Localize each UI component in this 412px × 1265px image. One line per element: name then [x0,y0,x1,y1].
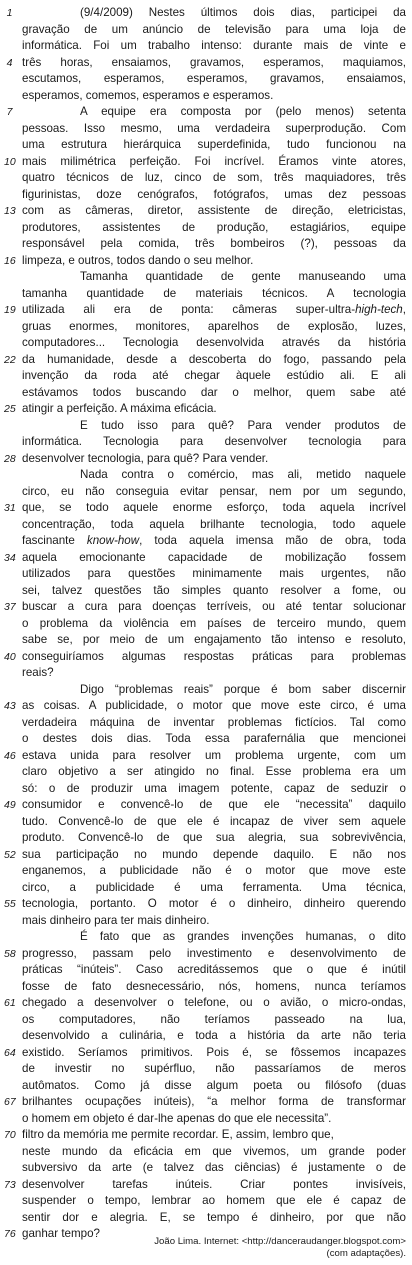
line-text: três horas, ensaiamos, gravamos, esperamos, maquiamos, [22,55,406,69]
line-text: reais? [22,666,54,679]
line-text: informática. Foi um trabalho intenso: durante mais de vinte e [22,39,406,52]
line-text: circo, eu não conseguia evitar pensar, nem por um segundo, [22,484,406,498]
text-line [0,1045,412,1062]
line-number: 73 [4,1178,16,1191]
line-text: ganhar tempo? [22,1227,100,1240]
text-line [0,962,412,979]
line-number: 4 [6,56,13,69]
text-line [0,764,412,781]
text-line [0,1094,412,1111]
text-line [0,71,412,88]
line-text: quatro técnicos de luz, cinco de som, três maquiadores, três [22,171,406,184]
line-text: o destes dois dias. Toda essa parafernália que mencionei [22,732,406,745]
line-number: 43 [4,700,16,712]
line-text: verdadeira máquina de inventar problemas fictícios. Tal como [22,715,406,729]
line-text: sabe se, por meio de um engajamento tão intenso e resoluto, [22,633,406,646]
line-text: tecnologia, portanto. O motor é o dinheiro, dinheiro querendo [22,897,406,910]
line-number: 25 [4,403,16,415]
line-text: buscar a cura para doenças terríveis, ou até tentar solucionar [22,600,406,613]
text-line [0,484,412,501]
text-line [0,451,412,468]
source-line-1: João Lima. Internet: <http://danceraudanger.blogspot.com> [154,1236,406,1247]
line-text: responsável pela comida, três bombeiros (?), pessoas da [22,237,406,250]
line-text: de investir no supérfluo, não passaríamos de meros [22,1062,406,1075]
line-text: consumidor e convencê-lo de que ele “necessita” daquilo [22,798,406,811]
line-text: neste mundo da eficácia em que vivemos, um grande poder [22,1144,406,1158]
line-text: filtro da memória me permite recordar. E, assim, lembro que, [22,1128,334,1141]
line-text: Nada contra o comércio, mas ali, metido naquele [80,468,406,481]
line-text: informática. Tecnologia para desenvolver tecnologia para [22,435,406,448]
line-text: claro objetivo a ser atingido no final. Esse problema era um [22,765,406,778]
text-line [0,616,412,633]
line-text: utilizados para questões minimamente mais urgentes, não [22,567,406,580]
line-number: 34 [4,551,16,564]
line-text: sua participação no mundo depende daquilo. E não nos [22,847,406,861]
line-number: 19 [4,304,16,316]
text-line [0,434,412,451]
line-text: sei, talvez questões tão simples quanto resolver a fome, ou [22,583,406,597]
line-text: com as câmeras, diretor, assistente de direção, eletricistas, [22,204,406,217]
text-line [0,467,412,484]
text-line [0,698,412,715]
text-line [0,880,412,897]
line-text: suspender o tempo, lembrar ao homem que ele é capaz de [22,1194,406,1207]
line-number: 52 [4,848,16,861]
line-text: esperamos, comemos, esperamos e esperamos. [22,88,274,102]
text-line [0,500,412,517]
text-line [0,946,412,963]
line-number: 7 [6,106,13,118]
line-number: 70 [4,1129,16,1141]
line-text: enganemos, a publicidade não é o motor que move este [22,864,406,877]
text-line [0,632,412,649]
line-text: os computadores, não teríamos passeado na lua, [22,1012,406,1026]
line-text: Tamanha quantidade de gente manuseando uma [80,270,406,283]
text-line [0,847,412,864]
line-text: tudo. Convencê-lo de que ele é incapaz de viver sem aquele [22,814,406,828]
text-line [0,187,412,204]
text-line [0,913,412,930]
text-line [0,863,412,880]
line-text: que, se todo aquele enorme esforço, toda aquela incrível [22,501,406,514]
line-number: 10 [4,155,16,168]
line-text: computadores... Tecnologia desenvolvida através da história [22,336,406,349]
text-line [0,1012,412,1029]
line-text: práticas “inúteis”. Caso acreditássemos que o que é inútil [22,963,406,976]
text-line [0,682,412,699]
text-line [0,896,412,913]
line-text: estava unida para resolver um problema urgente, com um [22,748,406,762]
line-number: 16 [4,254,16,267]
line-text: conseguiríamos algumas respostas práticas para problemas [22,649,406,663]
text-line [0,995,412,1012]
line-text: o problema da violência em países de terceiro mundo, quem [22,616,406,630]
line-text: (9/4/2009) Nestes últimos dois dias, participei da [80,6,406,19]
line-text: limpeza, e outros, todos dando o seu melhor. [22,253,254,267]
text-line [0,781,412,798]
line-number: 46 [4,749,16,762]
line-number: 1 [6,7,13,19]
text-line [0,302,412,319]
line-text: mais dinheiro para ter mais dinheiro. [22,913,210,927]
line-text: Digo “problemas reais” porque é bom saber discernir [80,682,406,696]
line-text: progresso, passam pelo investimento e desenvolvimento de [22,946,406,960]
text-line [0,929,412,946]
text-line [0,533,412,550]
text-line [0,1061,412,1078]
line-text: desenvolver tarefas inúteis. Criar pontes invisíveis, [22,1177,406,1191]
line-text: produtores, assistentes de produção, estagiários, equipe [22,220,406,234]
text-line [0,170,412,187]
line-text: A equipe era composta por (pelo menos) setenta [80,105,406,118]
text-line [0,137,412,154]
text-line [0,253,412,270]
line-text: aquela emocionante capacidade de mobilização fossem [22,550,406,564]
text-line [0,269,412,286]
text-line [0,1078,412,1095]
text-line [0,203,412,220]
text-line [0,797,412,814]
text-line [0,22,412,39]
line-number: 37 [4,601,16,613]
line-text: existido. Seríamos primitivos. Pois é, se fôssemos incapazes [22,1045,406,1059]
text-line [0,599,412,616]
text-line [0,352,412,369]
line-text: desenvolver tecnologia, para quê? Para vender. [22,451,269,465]
text-line [0,220,412,237]
text-line [0,830,412,847]
line-text: figurinistas, doze cenógrafos, fotógrafos, umas dez pessoas [22,187,406,201]
line-text: desenvolvido a culinária, e toda a história da arte não teria [22,1029,406,1042]
line-number: 61 [4,997,16,1009]
text-line [0,1111,412,1128]
text-line [0,335,412,352]
text-line [0,814,412,831]
text-line [0,121,412,138]
line-number: 55 [4,898,16,910]
line-text: gruas enormes, monitores, aparelhos de explosão, luzes, [22,319,406,333]
line-number: 40 [4,650,16,663]
text-line [0,38,412,55]
line-text: uma estrutura hierárquica superdefinida, tudo funcionou na [22,138,406,151]
line-number: 76 [4,1228,16,1240]
text-line [0,1127,412,1144]
text-line [0,1210,412,1227]
line-number: 13 [4,205,16,217]
line-text: subversivo da arte (e talvez das ciências) é justamente o de [22,1161,406,1174]
line-text: produto. Convencê-lo de que sua alegria, sua sobrevivência, [22,831,406,844]
text-line [0,286,412,303]
line-text: as coisas. A publicidade, o motor que move este circo, é uma [22,699,406,712]
text-line [0,1028,412,1045]
text-line [0,401,412,418]
line-number: 49 [4,799,16,811]
line-text: o homem em objeto é dar-lhe apenas do que ele necessita”. [22,1111,332,1125]
line-text: invenção da roda até chegar àquele estúdio ali. E ali [22,369,406,382]
line-number: 64 [4,1046,16,1059]
line-text: fascinante know-how, toda aquela imensa mão de obra, toda [22,534,406,547]
line-text: gravação de um anúncio de televisão para uma loja de [22,22,406,36]
text-line [0,104,412,121]
line-number: 67 [4,1096,16,1108]
text-line [0,748,412,765]
line-text: utilizada ali era de ponta: câmeras super-ultra-high-tech, [22,303,406,316]
line-text: atingir a perfeição. A máxima eficácia. [22,402,217,415]
line-number: 31 [4,502,16,514]
line-text: É fato que as grandes invenções humanas, o dito [80,930,406,943]
text-line [0,385,412,402]
line-text: sentir dor e alegria. E, se tempo é dinheiro, por que não [22,1210,406,1224]
text-line [0,418,412,435]
text-line [0,368,412,385]
text-line [0,5,412,22]
line-text: só: o de produzir uma imagem potente, capaz de seduzir o [22,781,406,795]
text-line [0,154,412,171]
line-text: da humanidade, desde a descoberta do fogo, passando pela [22,352,406,366]
text-line [0,1144,412,1161]
text-line [0,319,412,336]
text-line [0,88,412,105]
line-text: tamanha quantidade de materiais técnicos. A tecnologia [22,286,406,300]
text-line [0,1160,412,1177]
line-number: 58 [4,947,16,960]
text-line [0,979,412,996]
text-line [0,665,412,682]
line-text: E tudo isso para quê? Para vender produtos de [80,418,406,432]
line-text: brilhantes ocupações inúteis), “a melhor forma de transformar [22,1095,406,1108]
article-text [0,5,412,1243]
text-line [0,566,412,583]
line-text: fosse de fato desnecessário, nós, homens, nunca teríamos [22,979,406,993]
text-line [0,236,412,253]
line-text: circo, a publicidade é uma ferramenta. Uma técnica, [22,880,406,894]
text-line [0,517,412,534]
line-text: estávamos todos buscando dar o melhor, quem sabe até [22,385,406,399]
source-citation [46,1236,406,1260]
line-text: autômatos. Como já disse algum poeta ou filósofo (duas [22,1078,406,1092]
text-line [0,55,412,72]
line-text: mais milimétrica perfeição. Foi incrível. Éramos vinte atores, [22,154,406,168]
text-line [0,583,412,600]
line-text: concentração, toda aquela brilhante tecnologia, todo aquele [22,517,406,531]
text-line [0,1193,412,1210]
text-line [0,731,412,748]
source-line-2: (com adaptações). [326,1248,406,1259]
text-line [0,550,412,567]
text-line [0,715,412,732]
line-text: escutamos, esperamos, esperamos, gravamos, ensaiamos, [22,72,406,85]
line-number: 28 [4,452,16,465]
line-number: 22 [4,353,16,366]
text-line [0,649,412,666]
text-line [0,1177,412,1194]
line-text: chegado a desenvolver o telefone, ou o avião, o micro-ondas, [22,996,406,1009]
line-text: pessoas. Isso mesmo, uma verdadeira superprodução. Com [22,121,406,135]
